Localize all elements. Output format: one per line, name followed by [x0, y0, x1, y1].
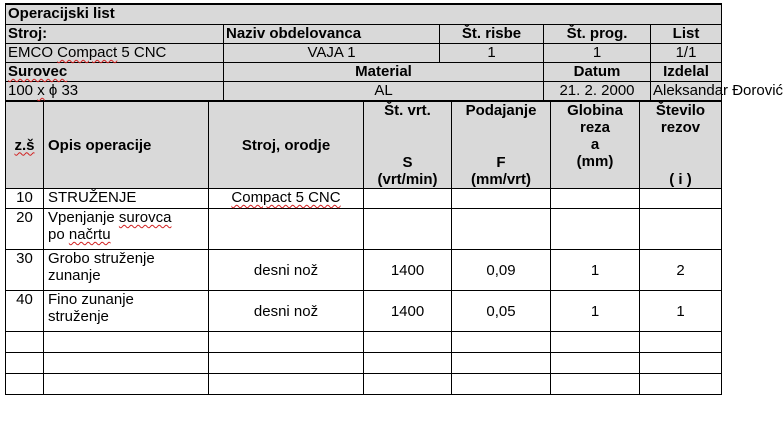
list-label: List	[651, 25, 722, 44]
table-row	[6, 189, 722, 209]
izdelal-label: Izdelal	[651, 63, 722, 82]
table-row	[6, 291, 722, 332]
row-a: 1	[551, 291, 640, 332]
prog-label: Št. prog.	[544, 25, 651, 44]
table-row	[6, 250, 722, 291]
surovec-label: Surovec	[6, 63, 224, 82]
material-label: Material	[224, 63, 544, 82]
empty-row	[6, 353, 722, 374]
row-f: 0,05	[452, 291, 551, 332]
naziv-label: Naziv obdelovanca	[224, 25, 440, 44]
row-orodje: desni nož	[209, 291, 364, 332]
table-row	[6, 209, 722, 250]
col-stevilo: Število rezov ( i )	[640, 102, 722, 189]
col-podajanje: Podajanje F (mm/vrt)	[452, 102, 551, 189]
row-s: 1400	[364, 250, 452, 291]
risbe-label: Št. risbe	[440, 25, 544, 44]
row-i: 1	[640, 291, 722, 332]
risbe-value: 1	[440, 44, 544, 63]
list-value: 1/1	[651, 44, 722, 63]
row-orodje: Compact 5 CNC	[209, 189, 364, 209]
row-f	[452, 189, 551, 209]
row-zs: 20	[6, 209, 44, 250]
empty-row	[6, 374, 722, 395]
col-zs: z.š	[6, 102, 44, 189]
row-zs: 30	[6, 250, 44, 291]
row-s: 1400	[364, 291, 452, 332]
empty-row	[6, 332, 722, 353]
datum-value: 21. 2. 2000	[544, 82, 651, 101]
stroj-label: Stroj:	[6, 25, 224, 44]
row-i: 2	[640, 250, 722, 291]
operations-table	[5, 101, 722, 395]
header-table	[5, 3, 783, 101]
spell-flag: Compact	[57, 44, 118, 61]
surovec-value: 100 x ϕ 33	[6, 82, 224, 101]
row-opis: Grobo struženje zunanje	[44, 250, 209, 291]
col-opis: Opis operacije	[44, 102, 209, 189]
row-s	[364, 209, 452, 250]
row-i	[640, 209, 722, 250]
row-zs: 10	[6, 189, 44, 209]
row-zs: 40	[6, 291, 44, 332]
row-opis: Vpenjanje surovca po načrtu	[44, 209, 209, 250]
col-vrt: Št. vrt. S (vrt/min)	[364, 102, 452, 189]
izdelal-value: Aleksandar Đorović	[651, 82, 722, 101]
sheet-title: Operacijski list	[6, 4, 722, 25]
row-f	[452, 209, 551, 250]
stroj-value: EMCO Compact 5 CNC	[6, 44, 224, 63]
row-f: 0,09	[452, 250, 551, 291]
operations-sheet	[5, 3, 783, 395]
prog-value: 1	[544, 44, 651, 63]
row-a	[551, 209, 640, 250]
row-i	[640, 189, 722, 209]
material-value: AL	[224, 82, 544, 101]
row-orodje	[209, 209, 364, 250]
row-opis: Fino zunanje struženje	[44, 291, 209, 332]
col-globina: Globina reza a (mm)	[551, 102, 640, 189]
row-a: 1	[551, 250, 640, 291]
row-s	[364, 189, 452, 209]
datum-label: Datum	[544, 63, 651, 82]
row-orodje: desni nož	[209, 250, 364, 291]
naziv-value: VAJA 1	[224, 44, 440, 63]
col-stroj-orodje: Stroj, orodje	[209, 102, 364, 189]
row-a	[551, 189, 640, 209]
row-opis: STRUŽENJE	[44, 189, 209, 209]
